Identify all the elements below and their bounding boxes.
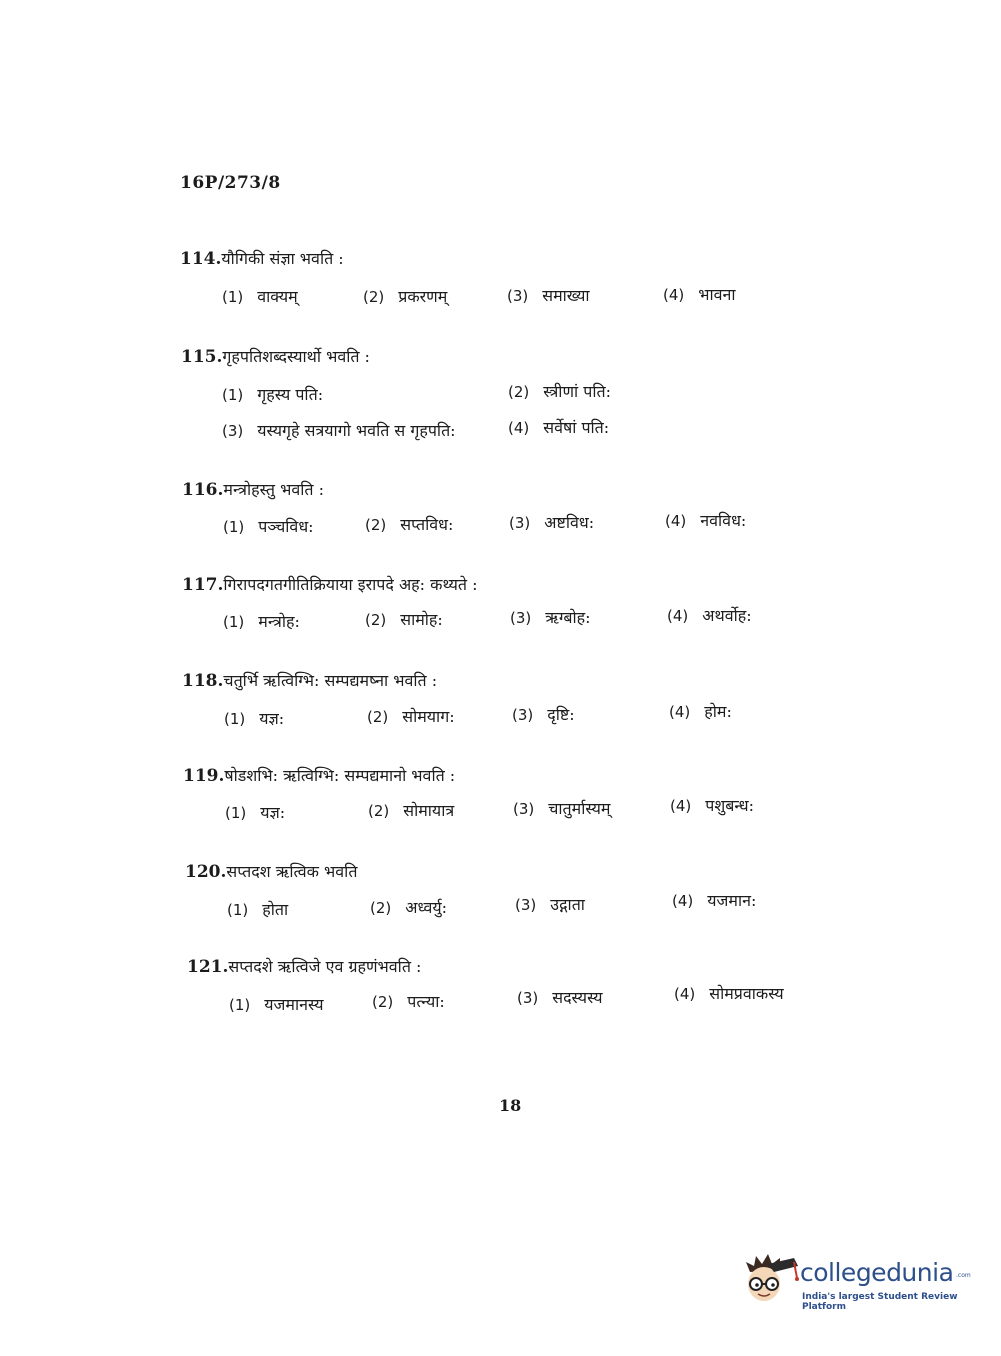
question-number: 116. [182, 480, 224, 500]
option-text: सर्वेषां पति: [543, 418, 610, 437]
option-1 [222, 383, 323, 405]
option-1 [223, 515, 314, 537]
mascot-icon [742, 1250, 800, 1312]
option-number: (3) [222, 422, 244, 440]
option-1 [223, 610, 300, 632]
option-text: अध्वर्यु: [405, 898, 448, 917]
logo-tagline: India's largest Student Review Platform [802, 1292, 958, 1312]
option-number: (4) [667, 607, 689, 625]
option-text: यज्ञ: [260, 803, 286, 822]
option-text: प्रकरणम् [398, 287, 448, 306]
question-stem [183, 764, 455, 786]
option-1 [229, 993, 324, 1015]
option-number: (2) [370, 899, 392, 917]
option-3 [512, 703, 575, 725]
option-number: (3) [510, 609, 532, 627]
option-4 [508, 416, 609, 438]
option-number: (1) [227, 901, 249, 919]
option-number: (2) [368, 802, 390, 820]
option-2 [367, 705, 455, 727]
option-number: (4) [665, 512, 687, 530]
option-text: वाक्यम् [257, 287, 298, 306]
option-number: (3) [515, 896, 537, 914]
option-2 [365, 608, 443, 630]
option-text: उद्गाता [550, 895, 585, 914]
question-text: चतुर्भि ऋत्विग्भि: सम्पद्यमष्ना भवति : [223, 671, 438, 690]
option-text: यस्यगृहे सत्रयागो भवति स गृहपति: [257, 421, 456, 440]
option-text: समाख्या [542, 286, 590, 305]
option-text: यजमानस्य [264, 995, 324, 1014]
option-text: गृहस्य पति: [257, 385, 324, 404]
option-number: (4) [670, 797, 692, 815]
option-2 [370, 896, 447, 918]
option-2 [363, 285, 447, 307]
option-3 [507, 284, 590, 306]
option-3 [509, 511, 594, 533]
option-text: सोमयाग: [402, 707, 455, 726]
question-text: गृहपतिशब्दस्यार्थो भवति : [222, 347, 370, 366]
paper-code: 16P/273/8 [180, 173, 281, 193]
option-number: (2) [363, 288, 385, 306]
option-text: ऋग्बोह: [545, 608, 591, 627]
question-number: 114. [180, 249, 222, 269]
option-text: पञ्चविध: [258, 517, 314, 536]
question-number: 115. [181, 347, 223, 367]
collegedunia-logo [742, 1250, 972, 1320]
option-text: पत्न्या: [407, 992, 445, 1011]
page-number: 18 [499, 1096, 522, 1115]
option-3 [510, 606, 591, 628]
option-number: (2) [367, 708, 389, 726]
option-text: अष्टविध: [544, 513, 595, 532]
option-4 [663, 283, 736, 305]
option-1 [227, 898, 288, 920]
option-text: सदस्यस्य [552, 988, 603, 1007]
option-number: (1) [223, 518, 245, 536]
option-text: होम: [704, 702, 732, 721]
option-text: यज्ञ: [259, 709, 285, 728]
logo-suffix: .com [956, 1272, 971, 1279]
option-number: (4) [508, 419, 530, 437]
option-number: (4) [674, 985, 696, 1003]
option-3 [515, 893, 585, 915]
option-1 [225, 801, 285, 823]
option-number: (2) [508, 383, 530, 401]
question-text: सप्तदशे ऋत्विजे एव ग्रहणंभवति : [228, 957, 422, 976]
option-3 [513, 797, 610, 819]
option-text: होता [262, 900, 289, 919]
option-number: (2) [365, 611, 387, 629]
option-2 [365, 513, 453, 535]
option-3 [222, 419, 456, 441]
option-number: (1) [223, 613, 245, 631]
option-text: स्त्रीणां पति: [543, 382, 611, 401]
option-number: (1) [224, 710, 246, 728]
option-text: चातुर्मास्यम् [548, 799, 611, 818]
option-text: दृष्टि: [547, 705, 575, 724]
question-stem [180, 247, 344, 269]
option-number: (1) [222, 386, 244, 404]
option-number: (3) [517, 989, 539, 1007]
option-3 [517, 986, 603, 1008]
option-4 [669, 700, 732, 722]
option-4 [674, 982, 784, 1004]
option-text: सप्तविध: [400, 515, 454, 534]
option-number: (1) [222, 288, 244, 306]
logo-name: collegedunia [800, 1258, 954, 1287]
option-number: (1) [225, 804, 247, 822]
option-text: अथर्वोह: [702, 606, 752, 625]
option-number: (3) [513, 800, 535, 818]
option-number: (4) [672, 892, 694, 910]
option-number: (4) [669, 703, 691, 721]
option-4 [670, 794, 754, 816]
question-number: 119. [183, 766, 225, 786]
question-text: यौगिकी संज्ञा भवति : [221, 249, 344, 268]
option-2 [368, 799, 454, 821]
option-2 [508, 380, 611, 402]
question-stem [182, 669, 437, 691]
option-number: (2) [372, 993, 394, 1011]
question-text: गिरापदगतगीतिक्रियाया इरापदे अह: कथ्यते : [223, 575, 478, 594]
option-number: (3) [512, 706, 534, 724]
option-number: (1) [229, 996, 251, 1014]
option-number: (3) [507, 287, 529, 305]
question-stem [187, 955, 421, 977]
question-stem [185, 860, 357, 882]
question-stem [181, 345, 370, 367]
option-text: मन्त्रोह: [258, 612, 300, 631]
option-text: सामोह: [400, 610, 443, 629]
option-text: सोमायात्र [403, 801, 455, 820]
option-number: (2) [365, 516, 387, 534]
option-text: पशुबन्ध: [705, 796, 755, 815]
option-1 [224, 707, 284, 729]
option-text: नवविध: [700, 511, 747, 530]
option-number: (4) [663, 286, 685, 304]
question-number: 118. [182, 671, 224, 691]
option-text: यजमान: [707, 891, 757, 910]
option-text: सोमप्रवाकस्य [709, 984, 784, 1003]
option-number: (3) [509, 514, 531, 532]
question-text: सप्तदश ऋत्विक भवति [226, 862, 358, 881]
question-number: 120. [185, 862, 227, 882]
option-4 [672, 889, 756, 911]
question-stem [182, 573, 478, 595]
question-number: 117. [182, 575, 224, 595]
option-1 [222, 285, 298, 307]
option-text: भावना [698, 285, 736, 304]
question-text: षोडशभि: ऋत्विग्भि: सम्पद्यमानो भवति : [224, 766, 456, 785]
question-text: मन्त्रोहस्तु भवति : [223, 480, 324, 499]
option-4 [667, 604, 752, 626]
question-number: 121. [187, 957, 229, 977]
option-4 [665, 509, 746, 531]
question-stem [182, 478, 324, 500]
option-2 [372, 990, 445, 1012]
